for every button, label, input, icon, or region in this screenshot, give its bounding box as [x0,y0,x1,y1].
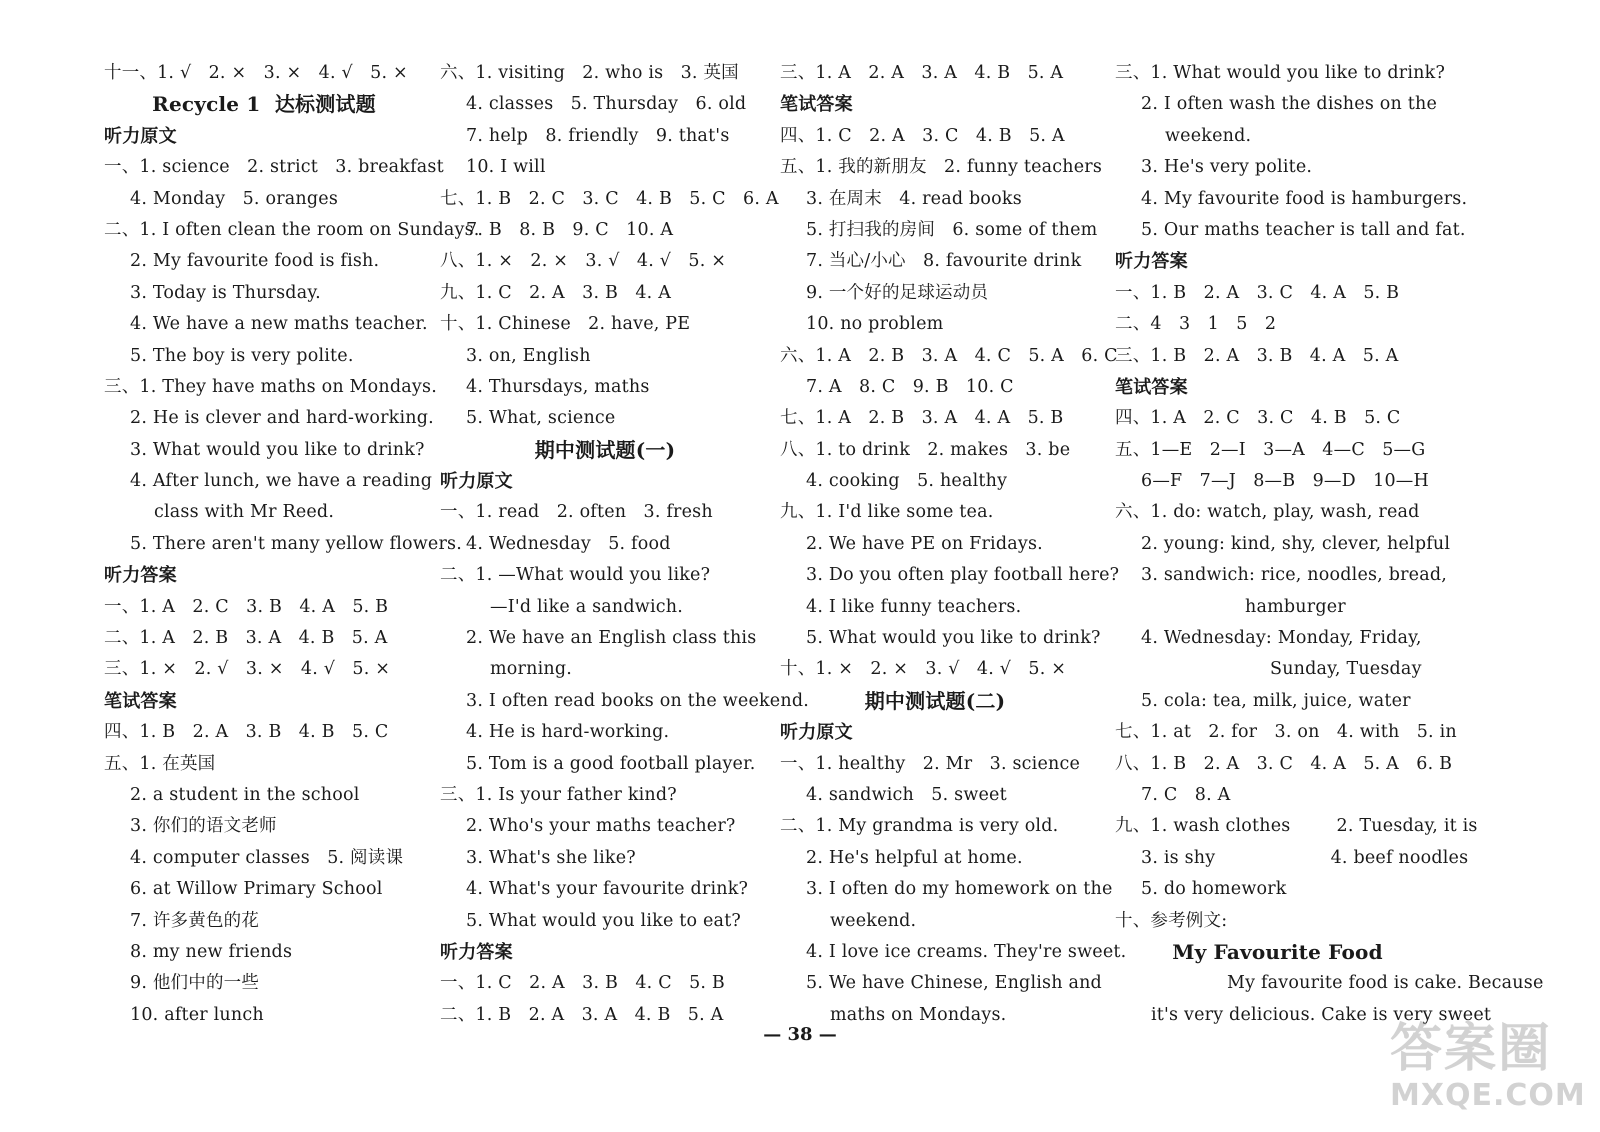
answer-line: 六、1. A 2. B 3. A 4. C 5. A 6. C [780,345,1118,366]
answer-line: 9. 他们中的一些 [130,973,260,994]
section-heading: 听力答案 [104,565,177,587]
answer-line: 一、1. read 2. often 3. fresh [440,502,713,523]
answer-line: 九、1. C 2. A 3. B 4. A [440,282,672,303]
watermark-en: MXQE.COM [1390,1078,1586,1113]
answer-line: My favourite food is cake. Because [1227,973,1544,994]
answer-line: 2. Who's your maths teacher? [466,816,736,837]
answer-line: 四、1. A 2. C 3. C 4. B 5. C [1115,408,1401,429]
answer-line: 4. classes 5. Thursday 6. old [466,94,747,115]
answer-line: 7. 当心/小心 8. favourite drink [806,251,1082,272]
answer-line: 2. He's helpful at home. [806,847,1023,868]
answer-line: 六、1. visiting 2. who is 3. 英国 [440,63,739,83]
section-heading: 听力原文 [104,125,177,147]
answer-line: 十、1. Chinese 2. have, PE [440,314,691,335]
answer-line: 3. Today is Thursday. [130,282,321,303]
answer-line: 3. What's she like? [466,847,636,868]
answer-line: 九、1. wash clothes 2. Tuesday, it is [1115,816,1478,837]
answer-line: 3. sandwich: rice, noodles, bread, [1141,565,1448,586]
answer-line: 4. Wednesday 5. food [466,533,671,554]
answer-line: 十、1. × 2. × 3. √ 4. √ 5. × [780,659,1067,680]
answer-line: 4. He is hard-working. [466,722,670,743]
answer-line: 十、参考例文: [1115,910,1228,931]
answer-line: 3. He's very polite. [1141,157,1313,178]
answer-line: class with Mr Reed. [154,502,335,523]
answer-line: 7. C 8. A [1141,784,1231,805]
answer-line: 5. cola: tea, milk, juice, water [1141,690,1411,711]
section-heading: 笔试答案 [780,94,853,116]
answer-line: 9. 一个好的足球运动员 [806,282,989,303]
answer-line: 2. young: kind, shy, clever, helpful [1141,533,1451,554]
answer-line: 四、1. B 2. A 3. B 4. B 5. C [104,722,389,743]
answer-line: 三、1. A 2. A 3. A 4. B 5. A [780,63,1064,83]
answer-line: 10. no problem [806,314,944,335]
answer-line: 一、1. B 2. A 3. C 4. A 5. B [1115,282,1400,303]
answer-line: 五、1. 我的新朋友 2. funny teachers [780,157,1103,178]
answer-line: 八、1. B 2. A 3. C 4. A 5. A 6. B [1115,753,1453,774]
answer-line: 4. Wednesday: Monday, Friday, [1141,628,1422,649]
answer-line: 5. What, science [466,408,616,429]
section-heading: 听力原文 [780,722,853,744]
answer-line: 二、1. B 2. A 3. A 4. B 5. A [440,1004,724,1025]
answer-line: morning. [490,659,572,680]
answer-line: 5. The boy is very polite. [130,345,354,366]
answer-line: 5. Tom is a good football player. [466,753,756,774]
section-title: Recycle 1 达标测试题 [152,92,376,117]
answer-line: 3. I often do my homework on the [806,879,1113,900]
answer-line: 2. We have an English class this [466,628,757,649]
answer-line: 一、1. C 2. A 3. B 4. C 5. B [440,973,725,994]
answer-line: 五、1. 在英国 [104,753,216,774]
answer-line: 3. I often read books on the weekend. [466,690,809,711]
answer-line: 3. on, English [466,345,591,366]
answer-line: 3. 你们的语文老师 [130,816,277,837]
answer-line: 5. Our maths teacher is tall and fat. [1141,219,1466,240]
section-title: 期中测试题(二) [864,688,1006,713]
column-1 [104,58,480,1031]
answer-line: 2. He is clever and hard-working. [130,408,434,429]
answer-line: 10. I will [466,157,546,178]
answer-line: 七、1. B 2. C 3. C 4. B 5. C 6. A [440,188,779,209]
answer-line: 二、1. My grandma is very old. [780,816,1059,837]
answer-line: weekend. [830,910,917,931]
section-heading: 听力答案 [1115,251,1188,273]
answer-line: 4. I like funny teachers. [806,596,1022,617]
section-heading: 听力答案 [440,941,513,963]
answer-line: 八、1. × 2. × 3. √ 4. √ 5. × [440,251,727,272]
answer-line: 二、1. I often clean the room on Sundays. [104,219,480,240]
answer-line: 5. What would you like to drink? [806,628,1101,649]
watermark-cn: 答案圈 [1390,1019,1553,1079]
answer-line: 七、1. at 2. for 3. on 4. with 5. in [1115,722,1457,743]
watermark-logo [1390,1020,1590,1120]
answer-line: 七、1. A 2. B 3. A 4. A 5. B [780,408,1064,429]
answer-line: 10. after lunch [130,1004,264,1025]
answer-line: 三、1. B 2. A 3. B 4. A 5. A [1115,345,1399,366]
answer-line: 5. We have Chinese, English and [806,973,1102,994]
answer-line: 5. What would you like to eat? [466,910,742,931]
answer-line: it's very delicious. Cake is very sweet [1151,1004,1492,1025]
answer-line: 7. B 8. B 9. C 10. A [466,219,674,240]
answer-line: 7. help 8. friendly 9. that's [466,125,730,146]
answer-line: 一、1. A 2. C 3. B 4. A 5. B [104,596,389,617]
answer-line: 2. My favourite food is fish. [130,251,380,272]
answer-line: 3. What would you like to drink? [130,439,425,460]
answer-line: 五、1—E 2—I 3—A 4—C 5—G [1115,439,1426,460]
answer-line: —I'd like a sandwich. [490,596,683,617]
answer-line: 三、1. × 2. √ 3. × 4. √ 5. × [104,659,391,680]
section-title: 期中测试题(一) [534,437,676,462]
answer-line: 4. sandwich 5. sweet [806,784,1007,805]
answer-line: 4. computer classes 5. 阅读课 [130,847,404,868]
answer-line: 三、1. What would you like to drink? [1115,63,1446,83]
answer-line: 十一、1. √ 2. × 3. × 4. √ 5. × [104,63,408,83]
page-number: — 38 — [763,1024,837,1045]
answer-line: 2. I often wash the dishes on the [1141,94,1437,115]
section-title: My Favourite Food [1172,939,1383,964]
answer-line: 6—F 7—J 8—B 9—D 10—H [1141,471,1429,492]
answer-line: Sunday, Tuesday [1270,659,1422,680]
column-2 [440,58,809,1031]
section-heading: 笔试答案 [1115,376,1188,398]
column-4 [1115,58,1544,1031]
answer-line: 二、4 3 1 5 2 [1115,314,1277,335]
answer-line: 九、1. I'd like some tea. [780,502,994,523]
answer-line: 4. Thursdays, maths [466,376,650,397]
answer-line: 一、1. healthy 2. Mr 3. science [780,753,1081,774]
section-heading: 笔试答案 [104,690,177,712]
answer-line: 5. 打扫我的房间 6. some of them [806,219,1098,240]
answer-line: 2. a student in the school [130,784,360,805]
answer-line: 八、1. to drink 2. makes 3. be [780,439,1071,460]
column-3 [780,58,1127,1031]
answer-line: 六、1. do: watch, play, wash, read [1115,502,1420,523]
answer-line: 3. 在周末 4. read books [806,188,1022,209]
answer-line: weekend. [1165,125,1252,146]
answer-line: 4. What's your favourite drink? [466,879,749,900]
answer-line: hamburger [1245,596,1346,617]
answer-line: 4. I love ice creams. They're sweet. [806,941,1127,962]
answer-line: 三、1. They have maths on Mondays. [104,376,437,397]
answer-line: 3. Do you often play football here? [806,565,1120,586]
answer-line: 2. We have PE on Fridays. [806,533,1043,554]
answer-line: 二、1. —What would you like? [440,565,711,586]
answer-line: 4. We have a new maths teacher. [130,314,428,335]
answer-line: 8. my new friends [130,941,293,962]
answer-line: 4. cooking 5. healthy [806,471,1008,492]
answer-line: 5. There aren't many yellow flowers. [130,533,462,554]
answer-line: 三、1. Is your father kind? [440,784,677,805]
answer-line: 四、1. C 2. A 3. C 4. B 5. A [780,125,1065,146]
answer-line: 6. at Willow Primary School [130,879,383,900]
section-heading: 听力原文 [440,471,513,493]
answer-line: 5. do homework [1141,879,1287,900]
answer-line: 二、1. A 2. B 3. A 4. B 5. A [104,628,388,649]
answer-line: 4. Monday 5. oranges [130,188,338,209]
answer-line: 4. After lunch, we have a reading [130,471,433,492]
answer-line: 一、1. science 2. strict 3. breakfast [104,157,444,178]
answer-line: 7. 许多黄色的花 [130,910,260,931]
answer-line: 7. A 8. C 9. B 10. C [806,376,1014,397]
answer-line: 3. is shy 4. beef noodles [1141,847,1469,868]
answer-line: 4. My favourite food is hamburgers. [1141,188,1468,209]
answer-line: maths on Mondays. [830,1004,1007,1025]
